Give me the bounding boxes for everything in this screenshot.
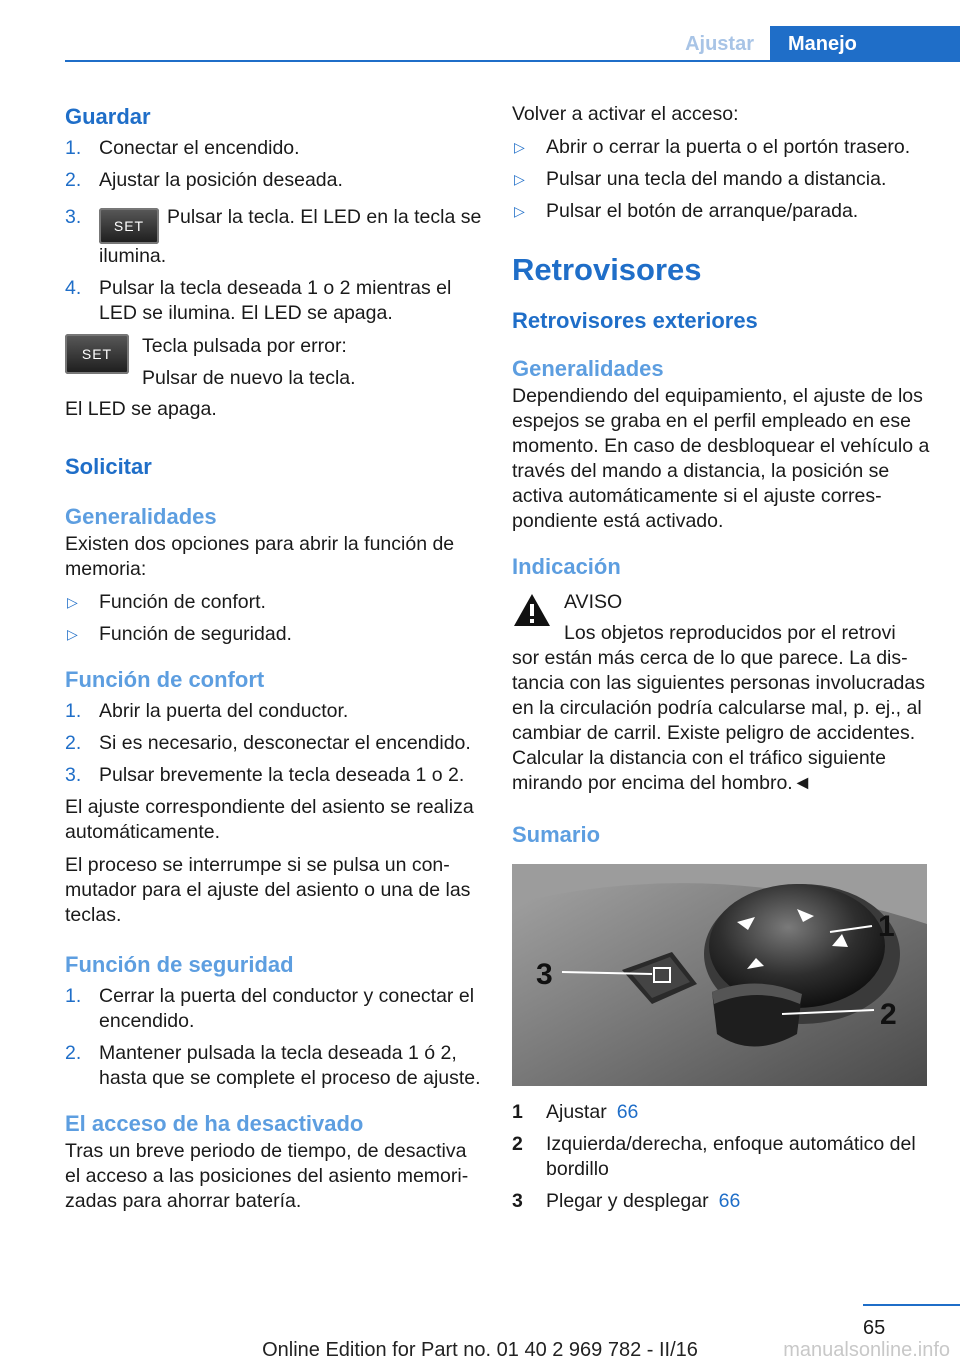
step-number: 2. — [65, 1042, 82, 1064]
step-text: Cerrar la puerta del conductor y conectar el encendido. — [99, 985, 475, 1032]
heading-funcion-confort: Función de confort — [65, 667, 265, 692]
tab-ajustar[interactable]: Ajustar — [669, 26, 770, 62]
list-item — [512, 199, 930, 224]
heading-generalidades: Generalidades — [65, 504, 217, 529]
step-number: 1. — [65, 985, 82, 1007]
error-line-2: Pulsar de nuevo la tecla. — [142, 367, 356, 389]
mirror-controls-illustration — [512, 864, 927, 1086]
step-text: Pulsar la tecla. El LED en la tecla se ilumina. — [99, 206, 482, 267]
heading-sumario: Sumario — [512, 822, 601, 847]
heading-solicitar: Solicitar — [65, 454, 152, 479]
list-item — [65, 622, 483, 647]
retro-text: Dependiendo del equipamiento, el ajuste de los espejos se graba en el perfil empleado en ese momento. En caso de desbloquear el vehículo a través del mando a distancia, la posición se activa automáticamente si el ajuste correspondiente está activado. — [512, 385, 930, 532]
step-number: 1. — [65, 137, 82, 159]
page-reference-link[interactable]: 66 — [718, 1190, 741, 1212]
reactivar-intro: Volver a activar el acceso: — [512, 103, 739, 125]
warning-note — [512, 590, 930, 796]
legend-text: Ajustar — [546, 1101, 607, 1123]
header-rule — [65, 60, 960, 62]
list-item — [65, 699, 483, 724]
step-text: Si es necesario, desconectar el encendido. — [99, 732, 471, 754]
warning-text: sor están más cerca de lo que parece. La distancia con las siguientes personas involucradas en la circulación podría calcularse mal, p. ej., al cambiar de carril. Existe peligro de accidentes. Calcular la distancia con el tráfico siguiente mirando por encima del hombro.◄ — [512, 647, 925, 794]
step-text: Ajustar la posición deseada. — [99, 169, 343, 191]
heading-retrovisores: Retrovisores — [512, 252, 702, 287]
step-number: 2. — [65, 732, 82, 754]
step-number: 1. — [65, 700, 82, 722]
callout-3: 3 — [536, 958, 553, 991]
legend-row — [512, 1100, 930, 1125]
watermark-text: manualsonline.info — [783, 1339, 950, 1361]
list-item — [65, 276, 483, 326]
page-number: 65 — [863, 1317, 886, 1339]
set-button-icon: SET — [99, 208, 159, 244]
confort-steps — [65, 699, 483, 788]
heading-indicacion: Indicación — [512, 554, 621, 579]
legend-row — [512, 1189, 930, 1214]
set-button-icon: SET — [65, 334, 129, 374]
list-item — [65, 984, 483, 1034]
legend-row — [512, 1132, 930, 1182]
list-item — [65, 763, 483, 788]
warning-text-first: Los objetos reproducidos por el retrovi — [564, 622, 896, 644]
confort-paragraph-1: El ajuste correspondiente del asiento se realiza automáticamente. — [65, 796, 474, 843]
list-item — [65, 205, 483, 269]
step-number: 3. — [65, 764, 82, 786]
triangle-bullet-icon: ▷ — [67, 594, 78, 610]
left-column — [65, 102, 483, 1214]
heading-generalidades: Generalidades — [512, 356, 664, 381]
item-text: Abrir o cerrar la puerta o el portón trasero. — [546, 136, 911, 158]
triangle-bullet-icon: ▷ — [514, 171, 525, 187]
list-item — [512, 167, 930, 192]
guardar-steps — [65, 136, 483, 326]
heading-funcion-seguridad: Función de seguridad — [65, 952, 294, 977]
warning-label: AVISO — [564, 591, 623, 613]
legend-number: 2 — [512, 1133, 523, 1155]
list-item — [512, 135, 930, 160]
mirror-controls-figure — [512, 864, 927, 1086]
step-text: Mantener pulsada la tecla deseada 1 ó 2, hasta que se complete el proceso de ajuste. — [99, 1042, 481, 1089]
step-text: Abrir la puerta del conductor. — [99, 700, 349, 722]
list-item — [65, 731, 483, 756]
legend-number: 1 — [512, 1101, 523, 1123]
reactivar-list — [512, 135, 930, 224]
edition-text: Online Edition for Part no. 01 40 2 969 782 - II/16 — [262, 1339, 698, 1361]
list-item — [65, 136, 483, 161]
step-number: 2. — [65, 169, 82, 191]
heading-guardar: Guardar — [65, 104, 151, 129]
triangle-bullet-icon: ▷ — [514, 139, 525, 155]
list-item — [65, 168, 483, 193]
warning-triangle-icon — [512, 592, 552, 628]
step-text: Pulsar brevemente la tecla deseada 1 o 2. — [99, 764, 465, 786]
list-item — [65, 1041, 483, 1091]
step-text: Conectar el encendido. — [99, 137, 300, 159]
confort-paragraph-2: El proceso se interrumpe si se pulsa un conmutador para el ajuste del asiento o una de las teclas. — [65, 854, 471, 926]
error-line-1: Tecla pulsada por error: — [142, 335, 347, 357]
options-list — [65, 590, 483, 647]
step-number: 3. — [65, 206, 82, 228]
heading-retrovisores-exteriores: Retrovisores exteriores — [512, 308, 758, 333]
step-number: 4. — [65, 277, 82, 299]
footer-rule — [863, 1304, 960, 1306]
triangle-bullet-icon: ▷ — [67, 626, 78, 642]
option-text: Función de confort. — [99, 591, 266, 613]
item-text: Pulsar el botón de arranque/parada. — [546, 200, 859, 222]
header-tabs — [669, 26, 960, 62]
triangle-bullet-icon: ▷ — [514, 203, 525, 219]
page-reference-link[interactable]: 66 — [616, 1101, 639, 1123]
error-note — [65, 334, 483, 391]
option-text: Función de seguridad. — [99, 623, 292, 645]
legend-text: Izquierda/derecha, enfoque automático del bordillo — [546, 1133, 916, 1180]
step-text: Pulsar la tecla deseada 1 o 2 mientras el LED se ilumina. El LED se apaga. — [99, 277, 452, 324]
led-off-text: El LED se apaga. — [65, 398, 217, 420]
callout-2: 2 — [880, 998, 897, 1031]
right-column — [512, 102, 930, 1221]
tab-manejo[interactable]: Manejo — [770, 26, 960, 62]
callout-1: 1 — [878, 910, 895, 943]
seguridad-steps — [65, 984, 483, 1091]
solicitar-text: Existen dos opciones para abrir la función de memoria: — [65, 533, 455, 580]
figure-legend — [512, 1100, 930, 1214]
item-text: Pulsar una tecla del mando a distancia. — [546, 168, 887, 190]
legend-number: 3 — [512, 1190, 523, 1212]
legend-text: Plegar y desplegar — [546, 1190, 709, 1212]
list-item — [65, 590, 483, 615]
desactivado-text: Tras un breve periodo de tiempo, de desactiva el acceso a las posiciones del asiento memorizadas para ahorrar batería. — [65, 1140, 469, 1212]
heading-acceso-desactivado: El acceso de ha desactivado — [65, 1111, 364, 1136]
